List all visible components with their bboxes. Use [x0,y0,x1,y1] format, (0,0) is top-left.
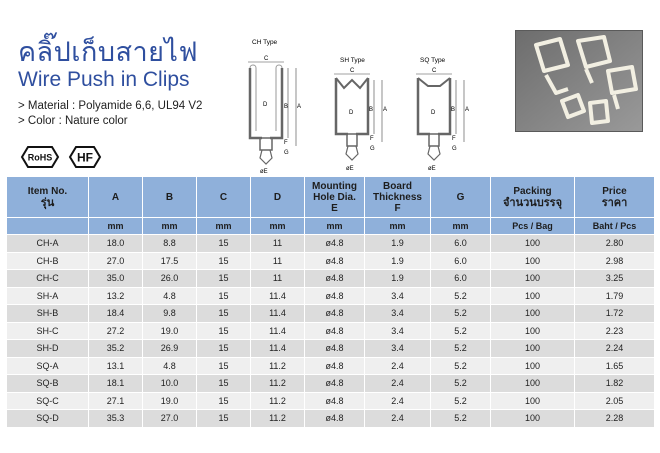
table-cell: 11.4 [251,322,305,340]
col-header-packing-thai: จำนวนบรรจุ [502,196,563,209]
rohs-badge-icon [18,144,62,170]
unit-cell: Baht / Pcs [575,218,655,235]
table-cell: ø4.8 [305,340,365,358]
unit-cell: mm [89,218,143,235]
table-cell: 1.9 [365,270,431,288]
col-header-board-3: F [394,202,401,214]
sq-type-diagram [408,36,474,176]
table-header-row [7,177,655,218]
col-header-mounting-3: E [331,202,338,214]
hf-badge-icon [66,144,104,170]
table-cell: 11.2 [251,357,305,375]
ch-dim-f: F [284,140,288,146]
table-cell: 100 [491,357,575,375]
table-row [7,410,655,428]
col-header-price-en: Price [602,186,627,197]
table-cell: 35.0 [89,270,143,288]
table-cell: 3.4 [365,305,431,323]
table-cell: 100 [491,252,575,270]
table-cell: 15 [197,357,251,375]
table-cell: 100 [491,340,575,358]
table-cell: 100 [491,410,575,428]
sq-dim-g: G [452,146,457,152]
table-cell: 3.4 [365,322,431,340]
ch-dim-c: C [264,56,269,62]
col-header-board-2: Thickness [373,191,422,203]
table-cell: ø4.8 [305,252,365,270]
product-title-thai: คลิ๊ปเก็บสายไฟ [18,37,199,68]
table-cell: 11 [251,235,305,253]
item-number-cell: SH-D [7,340,89,358]
item-number-cell: CH-A [7,235,89,253]
table-row [7,340,655,358]
sq-dim-a: A [465,107,470,113]
table-cell: 13.1 [89,357,143,375]
table-cell: 9.8 [143,305,197,323]
table-cell: 35.2 [89,340,143,358]
table-cell: 27.1 [89,392,143,410]
unit-cell: Pcs / Bag [491,218,575,235]
table-cell: ø4.8 [305,287,365,305]
col-header-d: D [251,177,305,218]
table-cell: 11 [251,270,305,288]
table-cell: 11.4 [251,305,305,323]
table-cell: 100 [491,322,575,340]
table-cell: 8.8 [143,235,197,253]
col-header-a: A [89,177,143,218]
color-spec: > Color : Nature color [18,115,128,127]
col-header-c: C [197,177,251,218]
col-header-item [7,177,89,218]
table-cell: 3.4 [365,287,431,305]
ch-type-diagram [238,36,308,176]
unit-cell: mm [143,218,197,235]
table-cell: 35.3 [89,410,143,428]
item-number-cell: CH-C [7,270,89,288]
sh-dim-f: F [370,136,374,142]
table-cell: 17.5 [143,252,197,270]
table-cell: 5.2 [431,340,491,358]
ch-type-label: CH Type [252,39,278,46]
table-row [7,375,655,393]
table-cell: 15 [197,235,251,253]
col-header-packing [491,177,575,218]
table-cell: 100 [491,392,575,410]
table-cell: 1.9 [365,235,431,253]
sh-type-label: SH Type [340,57,365,64]
table-row [7,252,655,270]
item-number-cell: SQ-C [7,392,89,410]
item-number-cell: SH-B [7,305,89,323]
table-cell: 11 [251,252,305,270]
table-row [7,392,655,410]
sh-dim-e: øE [346,166,354,172]
table-cell: 15 [197,252,251,270]
ch-dim-a: A [297,104,302,110]
col-header-mounting-1: Mounting [312,180,357,192]
table-cell: 6.0 [431,270,491,288]
table-cell: 15 [197,410,251,428]
table-cell: 2.98 [575,252,655,270]
table-cell: 2.28 [575,410,655,428]
table-units-row [7,218,655,235]
table-cell: 2.05 [575,392,655,410]
col-header-item-thai: รุ่น [40,196,55,209]
table-cell: 1.65 [575,357,655,375]
sq-dim-e: øE [428,166,436,172]
table-cell: ø4.8 [305,235,365,253]
table-cell: 15 [197,305,251,323]
table-cell: 15 [197,287,251,305]
item-number-cell: SQ-D [7,410,89,428]
unit-cell: mm [431,218,491,235]
table-cell: ø4.8 [305,305,365,323]
table-cell: 2.4 [365,410,431,428]
item-number-cell: SH-A [7,287,89,305]
table-cell: 1.79 [575,287,655,305]
table-row [7,322,655,340]
table-row [7,305,655,323]
sq-dim-d: D [431,110,436,116]
unit-cell: mm [197,218,251,235]
sh-dim-d: D [349,110,354,116]
unit-cell: mm [365,218,431,235]
clips-photo-illustration [516,31,643,132]
table-cell: 11.2 [251,375,305,393]
col-header-price-thai: ราคา [601,196,628,209]
sh-dim-g: G [370,146,375,152]
table-cell: 10.0 [143,375,197,393]
col-header-mounting-2: Hole Dia. [313,191,356,203]
table-cell: 27.2 [89,322,143,340]
table-cell: 11.4 [251,287,305,305]
col-header-g: G [431,177,491,218]
table-cell: 15 [197,340,251,358]
table-cell: 5.2 [431,357,491,375]
ch-dim-g: G [284,150,289,156]
table-cell: 4.8 [143,357,197,375]
table-cell: ø4.8 [305,392,365,410]
table-cell: 5.2 [431,322,491,340]
col-header-packing-en: Packing [513,186,552,197]
sq-dim-f: F [452,136,456,142]
table-cell: 2.23 [575,322,655,340]
table-row [7,270,655,288]
product-photo [515,30,643,132]
table-cell: 100 [491,287,575,305]
table-cell: 3.4 [365,340,431,358]
table-cell: 19.0 [143,392,197,410]
unit-cell: mm [251,218,305,235]
table-cell: 15 [197,270,251,288]
item-number-cell: SQ-A [7,357,89,375]
col-header-item-en: Item No. [27,186,68,197]
table-cell: 1.9 [365,252,431,270]
ch-dim-d: D [263,102,268,108]
sh-dim-b: B [369,107,374,113]
table-cell: 18.1 [89,375,143,393]
table-cell: 27.0 [89,252,143,270]
table-cell: ø4.8 [305,270,365,288]
hf-badge-label: HF [77,150,93,165]
table-cell: 15 [197,375,251,393]
table-cell: ø4.8 [305,375,365,393]
table-row [7,357,655,375]
ch-dim-b: B [284,104,289,110]
table-cell: 2.4 [365,357,431,375]
table-cell: 26.0 [143,270,197,288]
table-cell: 1.82 [575,375,655,393]
sq-dim-c: C [432,68,437,74]
table-cell: 5.2 [431,375,491,393]
table-cell: 18.0 [89,235,143,253]
ch-dim-e: øE [260,169,268,175]
table-cell: 4.8 [143,287,197,305]
table-cell: ø4.8 [305,410,365,428]
table-cell: 6.0 [431,252,491,270]
table-cell: 5.2 [431,392,491,410]
col-header-mounting [305,177,365,218]
table-cell: 13.2 [89,287,143,305]
table-cell: 18.4 [89,305,143,323]
item-number-cell: SQ-B [7,375,89,393]
table-row [7,287,655,305]
rohs-badge-label: RoHS [27,152,53,163]
col-header-board [365,177,431,218]
sq-type-label: SQ Type [420,57,446,64]
table-cell: 15 [197,322,251,340]
material-spec: > Material : Polyamide 6,6, UL94 V2 [18,100,203,112]
sh-dim-a: A [383,107,388,113]
table-cell: 100 [491,375,575,393]
unit-cell [7,218,89,235]
unit-cell: mm [305,218,365,235]
table-row [7,235,655,253]
table-cell: ø4.8 [305,322,365,340]
item-number-cell: SH-C [7,322,89,340]
table-cell: 26.9 [143,340,197,358]
table-cell: 6.0 [431,235,491,253]
table-cell: 2.4 [365,392,431,410]
table-cell: 2.24 [575,340,655,358]
table-cell: 100 [491,270,575,288]
table-cell: 2.4 [365,375,431,393]
table-cell: 100 [491,305,575,323]
table-cell: 3.25 [575,270,655,288]
table-cell: 2.80 [575,235,655,253]
table-cell: 11.4 [251,340,305,358]
sq-dim-b: B [451,107,456,113]
table-cell: 11.2 [251,410,305,428]
table-cell: 1.72 [575,305,655,323]
table-cell: 5.2 [431,305,491,323]
table-cell: 11.2 [251,392,305,410]
col-header-b: B [143,177,197,218]
table-body [7,235,655,428]
col-header-board-1: Board [383,180,412,192]
sh-type-diagram [326,36,392,176]
sh-dim-c: C [350,68,355,74]
table-cell: 5.2 [431,410,491,428]
table-cell: 5.2 [431,287,491,305]
item-number-cell: CH-B [7,252,89,270]
col-header-price [575,177,655,218]
table-cell: 27.0 [143,410,197,428]
table-cell: 100 [491,235,575,253]
table-cell: 19.0 [143,322,197,340]
table-cell: 15 [197,392,251,410]
specification-table [6,176,655,428]
product-title-english: Wire Push in Clips [18,68,190,91]
table-cell: ø4.8 [305,357,365,375]
